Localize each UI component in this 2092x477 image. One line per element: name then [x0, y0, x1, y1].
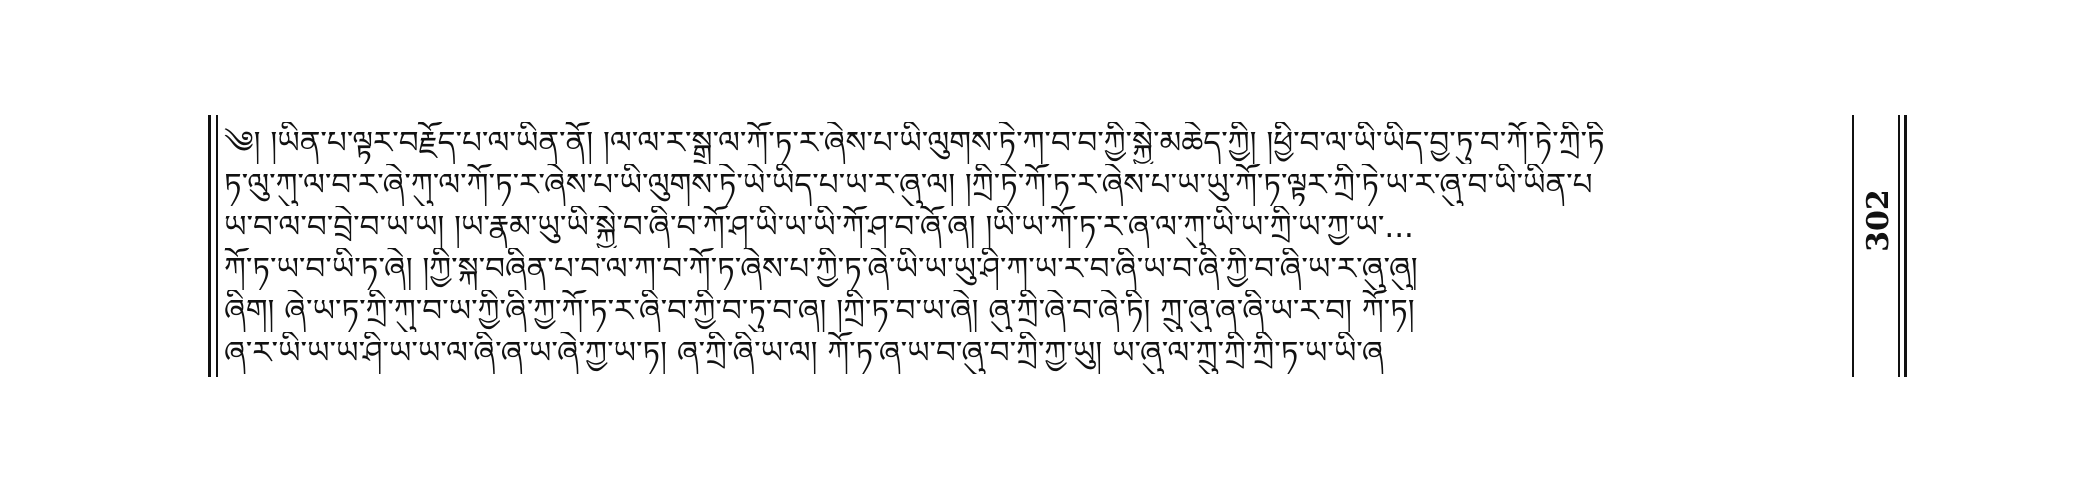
right-border-2	[1898, 115, 1900, 377]
text-line-6: ཞ་ར་ཡི་ཡ་ཡ་ཤི་ཡ་ཡ་ལ་ཞི་ཞ་ཡ་ཞེ་ཀྱ་ཡ་ཏ། ཞ་ཀྲི་ཞི་ཡ་ལ། ཀོ་ཏ་ཞ་ཡ་བ་ཞུ་བ་ཀྲི་ཀྱ་ཡུ། ཡ་ཞུ་ལ་ཀྲུ་ཀྲི་ཀྲི་ཏ་ཡ་ཡི་ཞ	[224, 335, 1384, 371]
text-line-4: ཀོ་ཏ་ཡ་བ་ཡི་ཏ་ཞེ། །ཀྱི་སྐ་བཞིན་པ་བ་ལ་ཀ་བ་ཀོ་ཏ་ཞེས་པ་ཀྱི་ཏ་ཞེ་ཡི་ཡ་ཡུ་ཤི་ཀ་ཡ་ར་བ་ཞི་ཡ་བ་ཞི་ཀྱི་བ་ཞི་ཡ་ར་ཞུ་ཞུ།	[224, 251, 1418, 287]
text-line-1: ༄། །ཡིན་པ་ལྟར་བརྗོད་པ་ལ་ཡིན་ནོ། །ལ་ལ་ར་སྒྲ་ལ་ཀོ་ཏ་ར་ཞེས་པ་ཡི་ལུགས་ཏེ་ཀ་བ་བ་ཀྱི་སྐྱེ་མཆེད་ཀྱི། །ཕྱི་བ་ལ་ཡི་ཡིད་བྱ་ཏུ་བ་ཀོ་ཏེ་ཀྲི་ཏི	[224, 125, 1605, 161]
text-line-3: ཡ་བ་ལ་བ་བྲེ་བ་ཡ་ཡ། །ཡ་རྣམ་ཡུ་ཡི་སྐྱེ་བ་ཞི་བ་ཀོ་ཤ་ཡི་ཡ་ཡི་ཀོ་ཤ་བ་ཞོ་ཞ། །ཡི་ཡ་ཀོ་ཏ་ར་ཞ་ལ་ཀུ་ཡི་ཡ་ཀྲི་ཡ་ཀྱ་ཡ་...	[224, 209, 1414, 245]
right-border-3	[1904, 115, 1907, 377]
left-border-outer	[208, 115, 211, 377]
manuscript-text-block	[224, 122, 1848, 378]
right-border-1	[1852, 115, 1854, 377]
folio-number	[1858, 150, 1898, 290]
left-border-inner	[216, 115, 218, 377]
folio-number-label: 302	[1860, 188, 1896, 252]
text-line-2: ཏ་ལུ་ཀུ་ལ་བ་ར་ཞེ་ཀུ་ལ་ཀོ་ཏ་ར་ཞེས་པ་ཡི་ལུགས་ཏེ་ཡེ་ཡིད་པ་ཡ་ར་ཞུ་ལ། །ཀྲི་ཏེ་ཀོ་ཏ་ར་ཞེས་པ་ཡ་ཡུ་ཀོ་ཏ་ལྟར་ཀྲི་ཏེ་ཡ་ར་ཞུ་བ་ཡི་ཡིན་པ	[224, 167, 1593, 203]
text-line-5: ཞིག། ཞེ་ཡ་ཏ་ཀྲི་ཀུ་བ་ཡ་ཀྱི་ཞི་ཀྱ་ཀོ་ཏ་ར་ཞི་བ་ཀྱི་བ་ཏུ་བ་ཞ། །ཀྲི་ཏ་བ་ཡ་ཞེ། ཞུ་ཀྲི་ཞེ་བ་ཞེ་ཏི། ཀྲུ་ཞུ་ཞ་ཞི་ཡ་ར་བ། ཀོ་ཏ།	[224, 293, 1415, 329]
